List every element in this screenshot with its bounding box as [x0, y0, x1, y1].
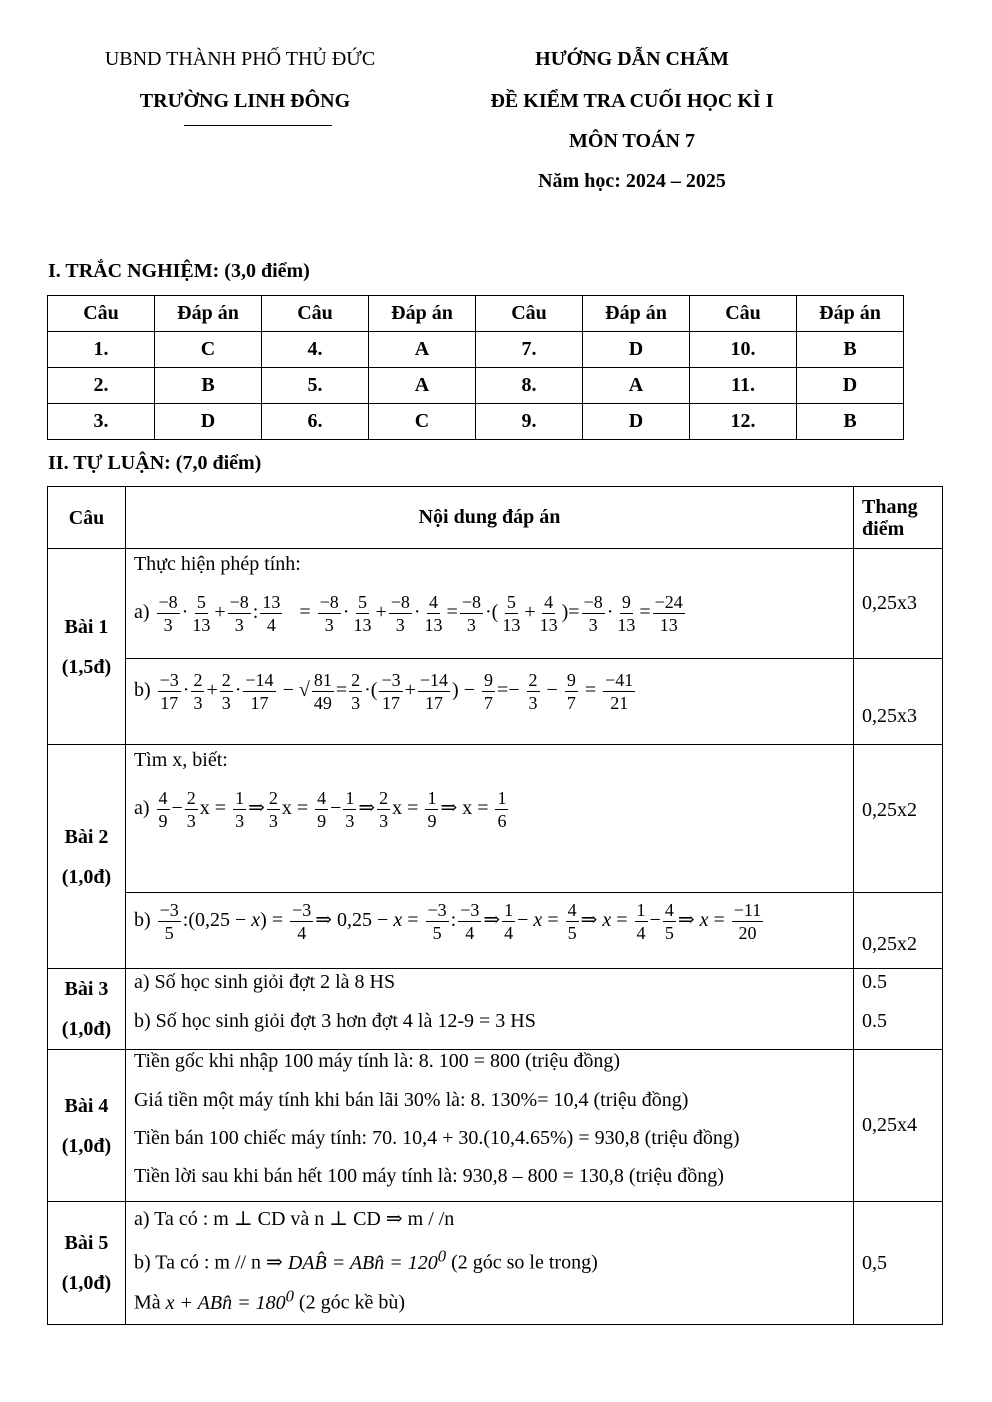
formula-bai2-b: b) $\frac{-3}{5}$ :(0,25 − x) = $\frac{-3}{4}$ ⇒ 0,25 − x = $\frac{-3}{5}$ : $\frac{-3}{4}$ ⇒ $\frac{1}{4}$ − x = $\frac{4}{5}$ ⇒ x = $\frac{1}{4}$ − $\frac{4}{5}$ ⇒ x = $\frac{-11}{20}$ — [133, 900, 762, 943]
table-row — [48, 1202, 943, 1325]
question-points: (1,0đ) — [61, 1272, 112, 1294]
question-number: 8. — [476, 368, 583, 404]
answer-cell: A — [583, 368, 690, 404]
col-header-question: Câu — [476, 296, 583, 332]
table-row — [48, 659, 943, 745]
col-header-question: Câu — [690, 296, 797, 332]
answer-content — [125, 549, 853, 659]
header-underline — [184, 125, 332, 126]
question-points: (1,0đ) — [61, 865, 112, 888]
score-cell: 0,5 — [854, 1202, 943, 1325]
answer-line: Giá tiền một máy tính khi bán lãi 30% là: 8. 130%= 10,4 (triệu đồng) — [133, 1089, 689, 1111]
answer-line: a) Số học sinh giỏi đợt 2 là 8 HS — [133, 971, 396, 993]
score-cell: 0,25x3 — [854, 549, 943, 659]
table-row — [48, 368, 904, 404]
table-header-row — [48, 296, 904, 332]
question-title: Bài 1 — [64, 615, 109, 638]
col-header-answer: Đáp án — [369, 296, 476, 332]
answer-content — [125, 1202, 853, 1325]
formula-bai1-a: a) $\frac{-8}{3}$ · $\frac{5}{13}$ + $\frac{-8}{3}$ : $\frac{13}{4}$ = $\frac{-8}{3}$ · $\frac{5}{13}$ + $\frac{-8}{3}$ · $\frac{4}{13}$ = $\frac{-8}{3}$ ·( $\frac{5}{13}$ + $\frac{4}{13}$ )= $\frac{-8}{3}$ · $\frac{9}{13}$ = $\frac{-24}{13}$ — [133, 592, 683, 635]
answer-line — [134, 1286, 405, 1315]
question-title: Bài 3 — [64, 978, 109, 1000]
angle-expression: x + ABn̂ = $180^0$ — [165, 1286, 294, 1314]
question-number: 5. — [262, 368, 369, 404]
answer-cell: D — [797, 368, 904, 404]
task-intro: Tìm x, biết: — [133, 749, 228, 771]
answer-cell: C — [369, 404, 476, 440]
col-header-answer: Đáp án — [583, 296, 690, 332]
question-number: 2. — [48, 368, 155, 404]
table-row — [48, 893, 943, 969]
school-name: TRƯỜNG LINH ĐÔNG — [139, 90, 351, 112]
answer-content — [125, 745, 853, 893]
answer-cell: C — [155, 332, 262, 368]
doc-title: HƯỚNG DẪN CHẤM — [535, 48, 729, 70]
task-intro: Thực hiện phép tính: — [133, 553, 301, 575]
score-cell — [854, 969, 943, 1050]
col-header-question: Câu — [262, 296, 369, 332]
formula-bai1-b: b) $\frac{-3}{17}$ · $\frac{2}{3}$ + $\frac{2}{3}$ · $\frac{-14}{17}$ − √ $\frac{81}{49}$ = $\frac{2}{3}$ ·( $\frac{-3}{17}$ + $\frac{-14}{17}$ ) − $\frac{9}{7}$ =− $\frac{2}{3}$ − $\frac{9}{7}$ = $\frac{-41}{21}$ — [133, 670, 634, 713]
answer-line: Tiền gốc khi nhập 100 máy tính là: 8. 100 = 800 (triệu đồng) — [133, 1050, 620, 1072]
answer-line: a) Ta có : m ⊥ CD và n ⊥ CD ⇒ m / /n — [133, 1208, 455, 1230]
answer-content — [125, 659, 853, 745]
table-row — [48, 549, 943, 659]
score-value: 0.5 — [862, 971, 888, 993]
question-title: Bài 5 — [64, 1232, 109, 1254]
question-number: 11. — [690, 368, 797, 404]
col-header-answer: Đáp án — [797, 296, 904, 332]
answer-cell: A — [369, 332, 476, 368]
line-c-reason: (2 góc kề bù) — [293, 1291, 405, 1314]
line-b-text: b) Ta có : m // n ⇒ — [133, 1251, 288, 1274]
question-title: Bài 4 — [64, 1094, 109, 1117]
answer-line: Tiền bán 100 chiếc máy tính: 70. 10,4 + 30.(10,4.65%) = 930,8 (triệu đồng) — [133, 1127, 740, 1149]
question-title: Bài 2 — [64, 825, 109, 848]
answer-content — [125, 969, 853, 1050]
table-row — [48, 404, 904, 440]
exam-title: ĐỀ KIỂM TRA CUỐI HỌC KÌ I — [490, 90, 774, 112]
table-row — [48, 332, 904, 368]
question-label — [48, 745, 126, 969]
answer-key-table — [47, 295, 904, 440]
col-header-answer: Đáp án — [155, 296, 262, 332]
answer-content — [125, 893, 853, 969]
score-cell: 0,25x3 — [854, 659, 943, 745]
question-number: 9. — [476, 404, 583, 440]
question-points: (1,0đ) — [61, 1018, 112, 1040]
col-header-score: Thang điểm — [854, 487, 943, 549]
table-row — [48, 1050, 943, 1202]
answer-cell: A — [369, 368, 476, 404]
question-number: 12. — [690, 404, 797, 440]
score-cell: 0,25x2 — [854, 893, 943, 969]
table-row — [48, 969, 943, 1050]
subject: MÔN TOÁN 7 — [569, 130, 695, 152]
table-row — [48, 745, 943, 893]
question-label — [48, 1202, 126, 1325]
answer-line — [134, 1246, 598, 1275]
section1-title: I. TRẮC NGHIỆM: (3,0 điểm) — [48, 260, 310, 282]
answer-content — [125, 1050, 853, 1202]
col-header-question: Câu — [48, 487, 126, 549]
answer-cell: D — [583, 404, 690, 440]
col-header-question: Câu — [48, 296, 155, 332]
authority-name: UBND THÀNH PHỐ THỦ ĐỨC — [104, 48, 376, 70]
score-cell: 0,25x4 — [854, 1050, 943, 1202]
section2-title: II. TỰ LUẬN: (7,0 điểm) — [48, 452, 262, 474]
question-number: 4. — [262, 332, 369, 368]
table-header-row — [48, 487, 943, 549]
question-number: 6. — [262, 404, 369, 440]
line-b-reason: (2 góc so le trong) — [446, 1251, 598, 1274]
answer-line: b) Số học sinh giỏi đợt 3 hơn đợt 4 là 12-9 = 3 HS — [133, 1010, 536, 1032]
line-c-text: Mà — [133, 1291, 166, 1314]
answer-cell: B — [797, 332, 904, 368]
question-label — [48, 1050, 126, 1202]
question-number: 3. — [48, 404, 155, 440]
question-number: 10. — [690, 332, 797, 368]
answer-cell: D — [583, 332, 690, 368]
school-year: Năm học: 2024 – 2025 — [538, 170, 726, 192]
answer-cell: D — [155, 404, 262, 440]
answer-cell: B — [797, 404, 904, 440]
question-number: 1. — [48, 332, 155, 368]
answer-line: Tiền lời sau khi bán hết 100 máy tính là: 930,8 – 800 = 130,8 (triệu đồng) — [133, 1165, 724, 1187]
question-number: 7. — [476, 332, 583, 368]
question-label — [48, 969, 126, 1050]
question-points: (1,0đ) — [61, 1134, 112, 1157]
score-cell: 0,25x2 — [854, 745, 943, 893]
question-points: (1,5đ) — [61, 655, 112, 678]
angle-expression: DAB̂ = ABn̂ = $120^0$ — [287, 1246, 447, 1274]
col-header-content: Nội dung đáp án — [125, 487, 853, 549]
essay-rubric-table — [47, 486, 943, 1325]
answer-cell: B — [155, 368, 262, 404]
question-label — [48, 549, 126, 745]
formula-bai2-a: a) $\frac{4}{9}$ − $\frac{2}{3}$ x = $\frac{1}{3}$ ⇒ $\frac{2}{3}$ x = $\frac{4}{9}$ − $\frac{1}{3}$ ⇒ $\frac{2}{3}$ x = $\frac{1}{9}$ ⇒ x = $\frac{1}{6}$ — [133, 788, 507, 831]
score-value: 0.5 — [862, 1010, 888, 1032]
